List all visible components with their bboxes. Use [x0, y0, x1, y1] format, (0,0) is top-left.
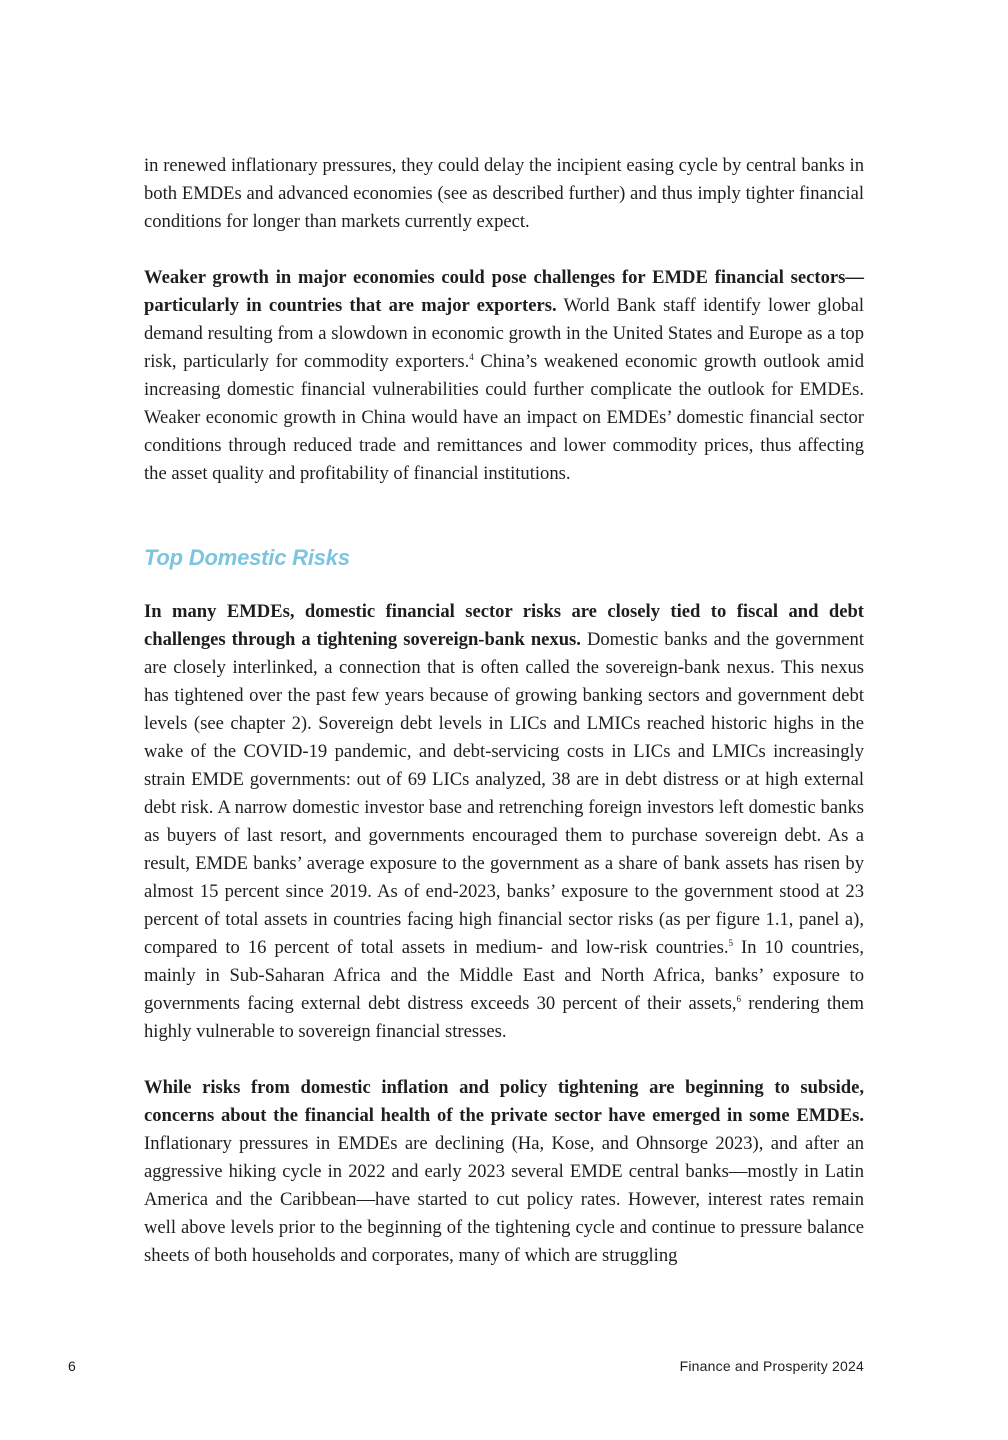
- page-number: 6: [68, 1358, 76, 1374]
- footnote-marker[interactable]: 4: [469, 351, 474, 362]
- paragraph-text: rendering them highly vulnerable to sovereign financial stresses.: [144, 993, 864, 1042]
- paragraph-text: Inflationary pressures in EMDEs are declining (Ha, Kose, and Ohnsorge 2023), and after an aggressive hiking cycle in 2022 and early 2023 several EMDE central banks—mostly in Latin America and the Caribbean—have started to cut policy rates. However, interest rates remain well above levels prior to the beginning of the tightening cycle and continue to pressure balance sheets of both households and corporates, many of which are struggling: [144, 1133, 864, 1266]
- paragraph-inflation-continuation: [144, 152, 864, 236]
- paragraph-lead-sentence: Weaker growth in major economies could pose challenges for EMDE financial sectors—particularly in countries that are major exporters.: [144, 267, 864, 316]
- paragraph-text: World Bank staff identify lower global demand resulting from a slowdown in economic growth in the United States and Europe as a top risk, particularly for commodity exporters.: [144, 295, 864, 372]
- publication-title: Finance and Prosperity 2024: [679, 1358, 864, 1374]
- paragraph-text: Domestic banks and the government are closely interlinked, a connection that is often called the sovereign-bank nexus. This nexus has tightened over the past few years because of growing banking sectors and government debt levels (see chapter 2). Sovereign debt levels in LICs and LMICs reached historic highs in the wake of the COVID-19 pandemic, and debt-servicing costs in LICs and LMICs increasingly strain EMDE governments: out of 69 LICs analyzed, 38 are in debt distress or at high external debt risk. A narrow domestic investor base and retrenching foreign investors left domestic banks as buyers of last resort, and governments encouraged them to purchase sovereign debt. As a result, EMDE banks’ average exposure to the government as a share of bank assets has risen by almost 15 percent since 2019. As of end-2023, banks’ exposure to the government stood at 23 percent of total assets in countries facing high financial sector risks (as per figure 1.1, panel a), compared to 16 percent of total assets in medium- and low-risk countries.: [144, 629, 864, 958]
- paragraph-lead-sentence: While risks from domestic inflation and policy tightening are beginning to subside, concerns about the financial health of the private sector have emerged in some EMDEs.: [144, 1077, 864, 1126]
- footnote-marker[interactable]: 5: [728, 937, 734, 948]
- paragraph-text: in renewed inflationary pressures, they could delay the incipient easing cycle by central banks in both EMDEs and advanced economies (see as described further) and thus imply tighter financial conditions for longer than markets currently expect.: [144, 155, 864, 232]
- page-content: [144, 152, 864, 1270]
- paragraph-sovereign-bank-nexus: [144, 598, 864, 1046]
- paragraph-domestic-inflation: [144, 1074, 864, 1270]
- footnote-marker[interactable]: 6: [736, 993, 742, 1004]
- paragraph-text: China’s weakened economic growth outlook amid increasing domestic financial vulnerabilities could further complicate the outlook for EMDEs. Weaker economic growth in China would have an impact on EMDEs’ domestic financial sector conditions through reduced trade and remittances and lower commodity prices, thus affecting the asset quality and profitability of financial institutions.: [144, 351, 864, 484]
- section-heading: Top Domestic Risks: [144, 545, 350, 570]
- paragraph-text: In 10 countries, mainly in Sub-Saharan Africa and the Middle East and North Africa, banks’ exposure to governments facing external debt distress exceeds 30 percent of their assets,: [144, 937, 864, 1014]
- paragraph-weaker-growth: [144, 264, 864, 488]
- paragraph-lead-sentence: In many EMDEs, domestic financial sector risks are closely tied to fiscal and debt challenges through a tightening sovereign-bank nexus.: [144, 601, 864, 650]
